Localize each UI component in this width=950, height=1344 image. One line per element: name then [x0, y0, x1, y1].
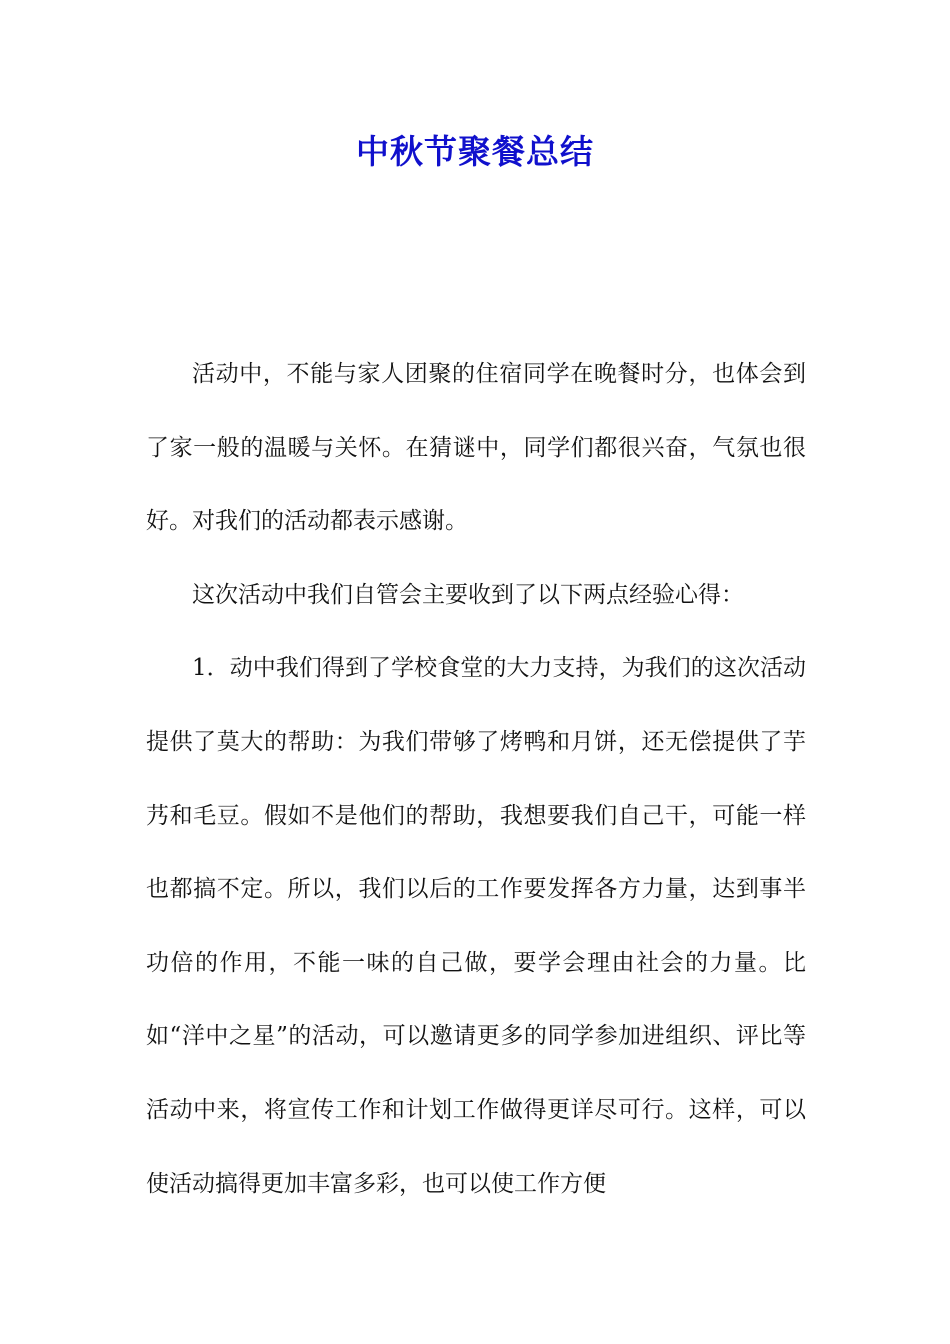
paragraph-3: 1．动中我们得到了学校食堂的大力支持，为我们的这次活动提供了莫大的帮助：为我们带够了烤鸭和月饼，还无偿提供了芋艿和毛豆。假如不是他们的帮助，我想要我们自己干，可能一样也都搞不定。所以，我们以后的工作要发挥各方力量，达到事半功倍的作用，不能一味的自己做，要学会理由社会的力量。比如“洋中之星”的活动，可以邀请更多的同学参加进组织、评比等活动中来，将宣传工作和计划工作做得更详尽可行。这样，可以使活动搞得更加丰富多彩，也可以使工作方便: [146, 655, 806, 1197]
paragraph-1: 活动中，不能与家人团聚的住宿同学在晚餐时分，也体会到了家一般的温暖与关怀。在猜谜中，同学们都很兴奋，气氛也很好。对我们的活动都表示感谢。: [146, 361, 806, 535]
paragraph-2: 这次活动中我们自管会主要收到了以下两点经验心得：: [192, 581, 744, 608]
document-body: [146, 338, 806, 1221]
document-title: 中秋节聚餐总结: [356, 132, 594, 171]
